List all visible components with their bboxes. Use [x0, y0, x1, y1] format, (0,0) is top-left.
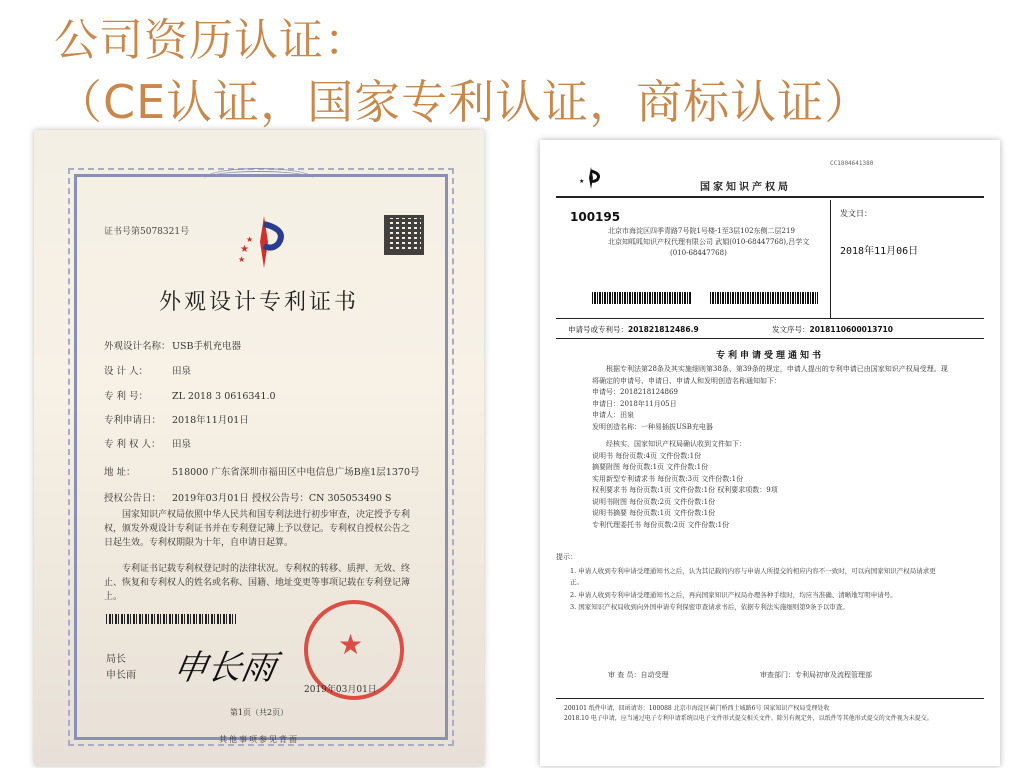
seal-date: 2019年03月01日 — [304, 685, 377, 695]
files-intro: 经核实，国家知识产权局确认收到文件如下： — [606, 440, 746, 448]
cert-row-patent-no: 专 利 号： ZL 2018 3 0616341.0 — [104, 391, 276, 402]
qr-code — [384, 215, 424, 255]
director-signature: 申长雨 — [169, 648, 279, 688]
divider — [556, 318, 984, 319]
director-name: 申长雨 — [106, 670, 136, 681]
tip-item: 2. 申请人收到专利申请受理通知书之后，再向国家知识产权局办理各种手续时，均应当准确、清晰地写明申请号。 — [570, 591, 897, 599]
file-item: 实用新型专利请求书 每份页数:3页 文件份数:1份 — [592, 474, 744, 483]
address-line: 北京知呱呱知识产权代理有限公司 武娟(010-68447768),吕学文 — [608, 238, 810, 246]
file-item: 专利代理委托书 每份页数:2页 文件份数:1份 — [592, 520, 730, 529]
review-department: 审查部门：专利局初审及流程管理部 — [760, 671, 872, 679]
tip-label: 提示： — [556, 553, 577, 561]
cert-row-design-name: 外观设计名称：USB手机充电器 — [104, 341, 241, 352]
notice-field: 申请号：2018218124869 — [592, 388, 678, 396]
svg-text:★: ★ — [579, 178, 585, 185]
reviewer: 审 查 员：自动受理 — [608, 671, 669, 679]
tip-item: 1. 申请人收到专利申请受理通知书之后，认为其记载的内容与申请人所提交的相应内容不一致时，可以向国家知识产权局请求更正。 — [570, 567, 936, 586]
address-line: (010-68447768) — [670, 249, 727, 257]
postal-code: 100195 — [570, 210, 621, 224]
certificate-paragraph-2: 专利证书记载专利权登记时的法律状况。专利权的转移、质押、无效、终止、恢复和专利权人的姓名或名称、国籍、地址变更等事项记载在专利登记簿上。 — [104, 564, 411, 602]
file-item: 说明书附图 每份页数:2页 文件份数:1份 — [592, 497, 716, 506]
cert-row-designer: 设 计 人： 田泉 — [104, 366, 192, 377]
notice-field: 申请日：2018年11月05日 — [592, 399, 677, 408]
file-item: 权利要求书 每份页数:1页 文件份数:1份 权利要求项数：9项 — [592, 486, 778, 494]
notice-field: 发明创造名称：一种易插拔USB充电器 — [592, 422, 713, 431]
certificate-number: 证书号第5078321号 — [104, 227, 190, 237]
notice-field: 申请人：田泉 — [592, 411, 634, 419]
svg-text:★: ★ — [240, 244, 249, 255]
official-seal-icon: ★ — [304, 600, 404, 700]
date-label: 发文日： — [840, 209, 872, 218]
application-number: 申请号或专利号：201821812486.9 — [568, 325, 699, 334]
certificate-page-number: 第1页（共2页） — [229, 708, 289, 717]
divider — [556, 196, 984, 198]
cert-row-filing-date: 专利申请日： 2018年11月01日 — [104, 415, 249, 426]
barcode — [592, 292, 692, 304]
certificate-crest — [204, 168, 314, 190]
notice-body — [592, 364, 952, 531]
svg-text:★: ★ — [238, 255, 246, 264]
divider — [556, 338, 984, 339]
issue-date: 2018年11月06日 — [840, 246, 919, 257]
footer-line: 200101 纸件申请，回函请寄：100088 北京市海淀区蓟门桥西土城路6号 国家知识产权局受理处收 — [564, 705, 830, 712]
footer-line: 2018.10 电子申请，应当通过电子专利申请系统以电子文件形式提交相关文件。除另有规定外，以纸件等其他形式提交的文件视为未提交。 — [564, 715, 933, 722]
notice-office-logo-icon — [578, 166, 604, 190]
page-title-line2: （CE认证，国家专利认证，商标认证） — [56, 75, 872, 129]
divider — [556, 698, 984, 699]
cert-row-patentee: 专 利 权 人： 田泉 — [104, 439, 192, 450]
patent-acceptance-notice — [540, 140, 1000, 766]
certificate-footer: 其他事项参见背面 — [219, 735, 299, 744]
svg-text:★: ★ — [246, 235, 254, 244]
certificate-title: 外观设计专利证书 — [158, 290, 359, 315]
certificate-barcode — [106, 614, 236, 624]
dispatch-serial: 发文序号：2018110600013710 — [772, 325, 893, 334]
notice-serial: CC1804641380 — [830, 160, 874, 167]
patent-office-logo-icon — [234, 212, 294, 272]
barcode — [710, 292, 818, 304]
certificate-paragraph-1: 国家知识产权局依照中华人民共和国专利法进行初步审查，决定授予专利权，颁发外观设计专利证书并在专利登记簿上予以登记。专利权自授权公告之日起生效。专利权期限为十年，自申请日起算。 — [104, 510, 411, 548]
cert-row-address: 地 址： 518000 广东省深圳市福田区中电信息广场B座1层1370号 — [104, 467, 420, 478]
cert-row-grant-date: 授权公告日： 2019年03月01日 授权公告号：CN 305053490 S — [104, 493, 392, 504]
notice-office-name: 国家知识产权局 — [700, 182, 791, 193]
file-item: 摘要附图 每份页数:1页 文件份数:1份 — [592, 463, 709, 471]
notice-intro: 根据专利法第28条及其实施细则第38条、第39条的规定，申请人提出的专利申请已由国家知识产权局受理。现将确定的申请号、申请日、申请人和发明创造名称通知如下： — [592, 365, 948, 385]
design-patent-certificate — [34, 130, 484, 766]
director-label: 局长 — [106, 654, 126, 665]
tip-item: 3. 国家知识产权局收到向外国申请专利保密审查请求书后，依据专利法实施细则第9条予以审查。 — [570, 603, 849, 611]
file-item: 说明书摘要 每份页数:1页 文件份数:1份 — [592, 509, 716, 517]
address-line: 北京市海淀区四季青路7号院1号楼-1至3层102东侧二层219 — [608, 227, 795, 235]
notice-title: 专利申请受理通知书 — [715, 351, 824, 361]
file-item: 说明书 每份页数:4页 文件份数:1份 — [592, 451, 702, 460]
page-title-line1: 公司资历认证： — [54, 15, 369, 66]
